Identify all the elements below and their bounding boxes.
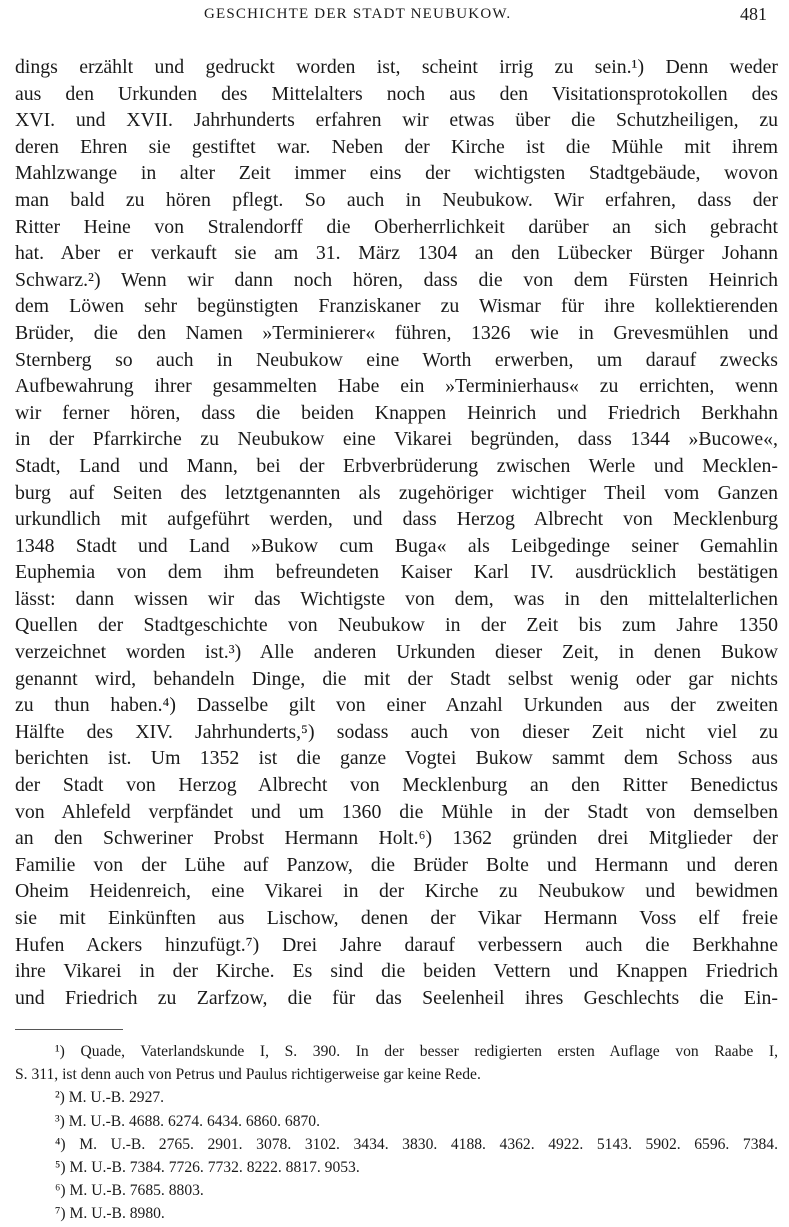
footnote-7: ⁷) M. U.-B. 8980.: [55, 1205, 165, 1223]
body-line: Sternberg so auch in Neubukow eine Worth erwerben, um darauf zwecks: [15, 348, 778, 371]
body-line: verzeichnet worden ist.³) Alle anderen Urkunden dieser Zeit, in denen Bukow: [15, 641, 778, 664]
footnote-6: ⁶) M. U.-B. 7685. 8803.: [55, 1182, 204, 1200]
running-head: [0, 6, 789, 30]
body-line: ihre Vikarei in der Kirche. Es sind die beiden Vettern und Knappen Friedrich: [15, 960, 778, 983]
body-line: Brüder, die den Namen »Terminierer« führen, 1326 wie in Grevesmühlen und: [15, 321, 778, 344]
body-line: Oheim Heidenreich, eine Vikarei in der Kirche zu Neubukow und bewidmen: [15, 880, 778, 903]
body-line: hat. Aber er verkauft sie am 31. März 1304 an den Lübecker Bürger Johann: [15, 242, 778, 265]
footnote-1-continued: S. 311, ist denn auch von Petrus und Paulus richtigerweise gar keine Rede.: [15, 1066, 481, 1084]
body-line: von Ahlefeld verpfändet und um 1360 die Mühle in der Stadt von demselben: [15, 800, 778, 823]
body-line: wir ferner hören, dass die beiden Knappen Heinrich und Friedrich Berkhahn: [15, 401, 778, 424]
footnote-divider: [15, 1029, 123, 1030]
body-line: deren Ehren sie gestiftet war. Neben der Kirche ist die Mühle mit ihrem: [15, 135, 778, 158]
body-line: in der Pfarrkirche zu Neubukow eine Vikarei begründen, dass 1344 »Bucowe«,: [15, 428, 778, 451]
body-line: dem Löwen sehr begünstigten Franziskaner zu Wismar für ihre kollektierenden: [15, 295, 778, 318]
body-line: Quellen der Stadtgeschichte von Neubukow in der Zeit bis zum Jahre 1350: [15, 614, 778, 637]
body-line: Hälfte des XIV. Jahrhunderts,⁵) sodass auch von dieser Zeit nicht viel zu: [15, 720, 778, 743]
body-line: Ritter Heine von Stralendorff die Oberherrlichkeit darüber an sich gebracht: [15, 215, 778, 238]
body-line: burg auf Seiten des letztgenannten als zugehöriger wichtiger Theil vom Ganzen: [15, 481, 778, 504]
body-line: Aufbewahrung ihrer gesammelten Habe ein »Terminierhaus« zu errichten, wenn: [15, 375, 778, 398]
body-line: dings erzählt und gedruckt worden ist, scheint irrig zu sein.¹) Denn weder: [15, 56, 778, 78]
body-line: Stadt, Land und Mann, bei der Erbverbrüderung zwischen Werle und Mecklen-: [15, 454, 778, 477]
body-line: urkundlich mit aufgeführt werden, und dass Herzog Albrecht von Mecklenburg: [15, 508, 778, 531]
footnote-2: ²) M. U.-B. 2927.: [55, 1089, 165, 1107]
running-title: GESCHICHTE DER STADT NEUBUKOW.: [204, 6, 512, 22]
body-line: lässt: dann wissen wir das Wichtigste von dem, was in den mittelalterlichen: [15, 587, 778, 610]
footnote-3: ³) M. U.-B. 4688. 6274. 6434. 6860. 6870.: [55, 1112, 321, 1130]
body-line: berichten ist. Um 1352 ist die ganze Vogtei Bukow sammt dem Schoss aus: [15, 747, 778, 770]
body-line: Mahlzwange in alter Zeit immer eins der wichtigsten Stadtgebäude, wovon: [15, 162, 778, 185]
footnote-5: ⁵) M. U.-B. 7384. 7726. 7732. 8222. 8817. 9053.: [55, 1158, 360, 1176]
body-line: 1348 Stadt und Land »Bukow cum Buga« als Leibgedinge seiner Gemahlin: [15, 534, 778, 557]
body-line: Familie von der Lühe auf Panzow, die Brüder Bolte und Hermann und deren: [15, 853, 778, 876]
body-line: aus den Urkunden des Mittelalters noch aus den Visitationsprotokollen des: [15, 82, 778, 105]
footnote-1: ¹) Quade, Vaterlandskunde I, S. 390. In der besser redigierten ersten Auflage von Raabe I,: [55, 1043, 778, 1060]
footnotes: [15, 1040, 778, 1226]
body-line: und Friedrich zu Zarfzow, die für das Seelenheil ihres Geschlechts die Ein-: [15, 986, 778, 1009]
body-line: Hufen Ackers hinzufügt.⁷) Drei Jahre darauf verbessern auch die Berkhahne: [15, 933, 778, 956]
body-line: sie mit Einkünften aus Lischow, denen der Vikar Hermann Voss elf freie: [15, 907, 778, 929]
body-line: Euphemia von dem ihm befreundeten Kaiser Karl IV. ausdrücklich bestätigen: [15, 561, 778, 584]
body-line: der Stadt von Herzog Albrecht von Mecklenburg an den Ritter Benedictus: [15, 774, 778, 797]
body-text: [15, 54, 778, 1011]
page-number: 481: [740, 4, 767, 24]
body-line: genannt wird, behandeln Dinge, die mit der Stadt selbst wenig oder gar nichts: [15, 667, 778, 690]
body-line: XVI. und XVII. Jahrhunderts erfahren wir etwas über die Schutzheiligen, zu: [15, 109, 778, 132]
body-line: Schwarz.²) Wenn wir dann noch hören, dass die von dem Fürsten Heinrich: [15, 268, 778, 291]
body-line: man bald zu hören pflegt. So auch in Neubukow. Wir erfahren, dass der: [15, 188, 778, 211]
body-line: an den Schweriner Probst Hermann Holt.⁶) 1362 gründen drei Mitglieder der: [15, 827, 778, 850]
footnote-4: ⁴) M. U.-B. 2765. 2901. 3078. 3102. 3434. 3830. 4188. 4362. 4922. 5143. 5902. 6596. 7384.: [55, 1135, 778, 1153]
body-line: zu thun haben.⁴) Dasselbe gilt von einer Anzahl Urkunden aus der zweiten: [15, 694, 778, 717]
